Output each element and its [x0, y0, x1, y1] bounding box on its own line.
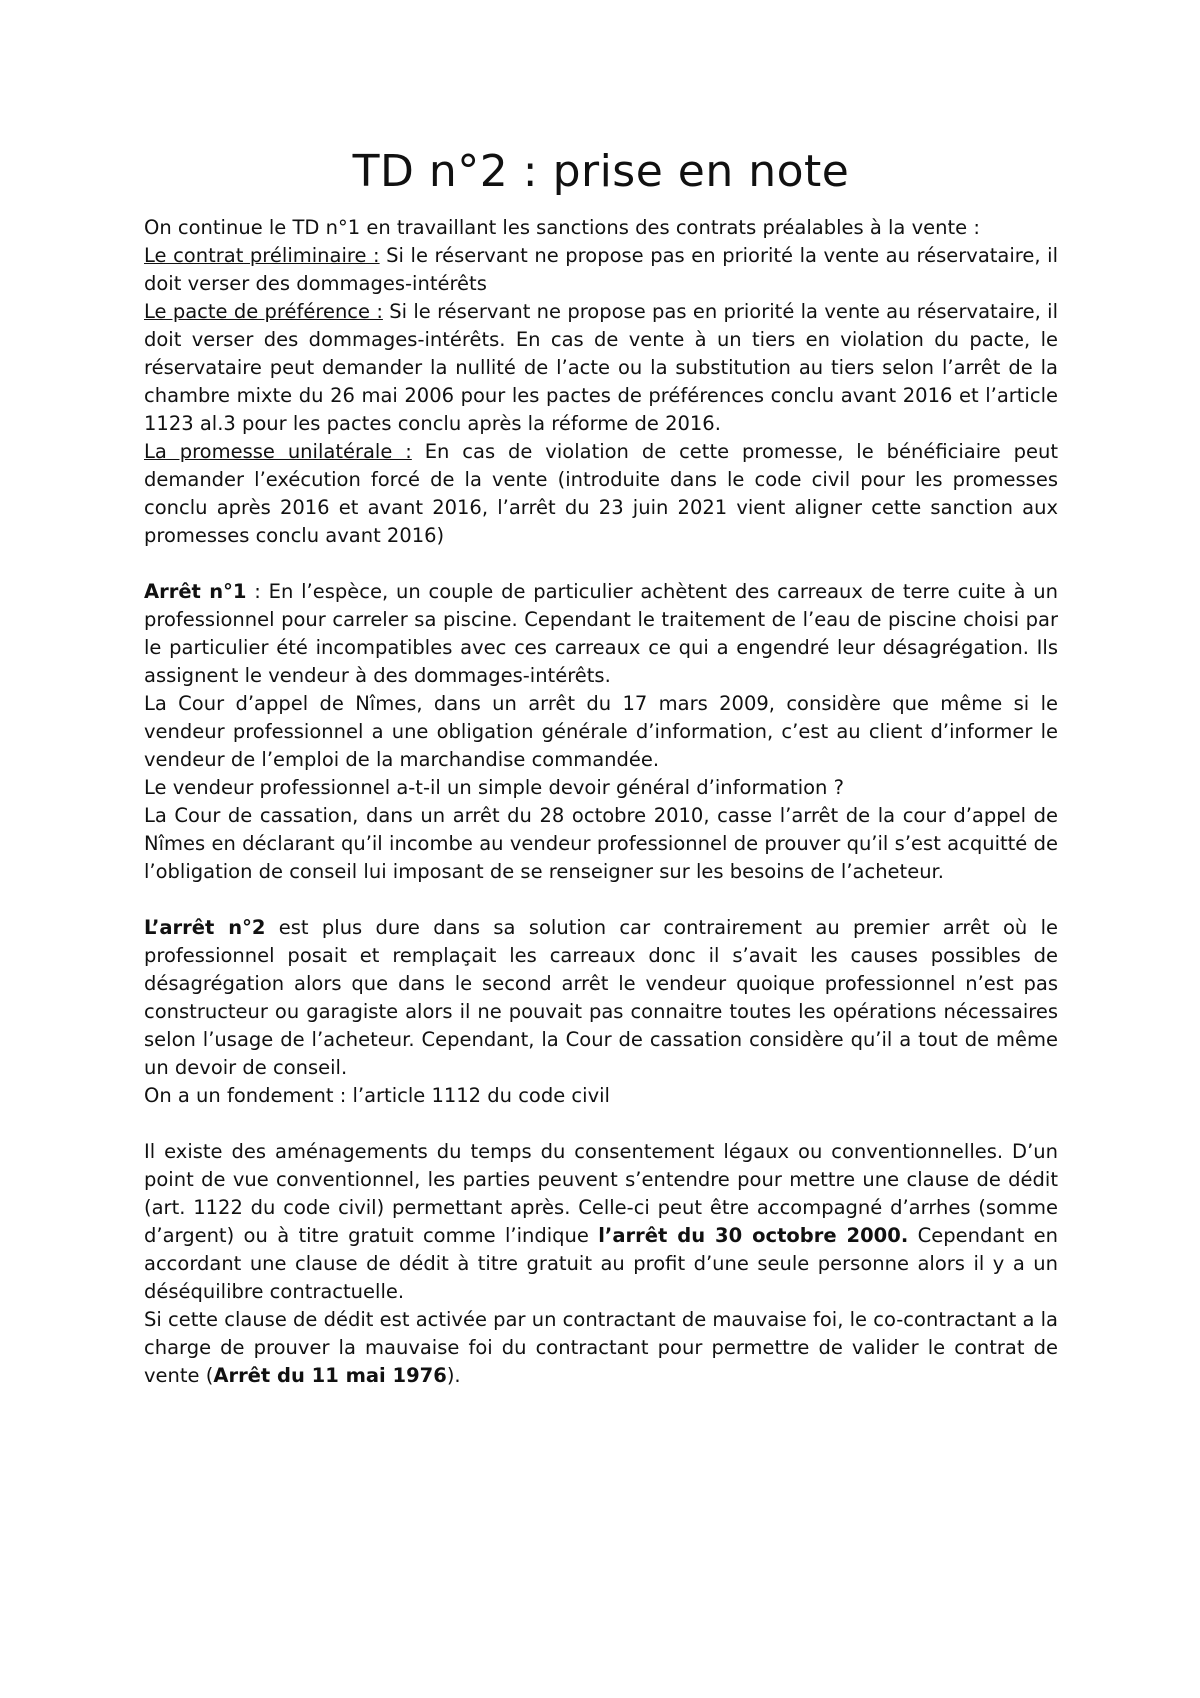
arret2-text: est plus dure dans sa solution car contrairement au premier arrêt où le professionnel posait et remplaçait les carreaux donc il s’avait les causes possibles de désagrégation alors que dans le second arrêt le vendeur quoique professionnel n’est pas constructeur ou garagiste alors il ne pouvait pas connaitre toutes les opérations nécessaires selon l’usage de l’acheteur. Cependant, la Cour de cassation considère qu’il a tout de même un devoir de conseil. [144, 916, 1058, 1079]
page-title: TD n°2 : prise en note [352, 146, 850, 197]
arret2-paragraph [144, 914, 1058, 1082]
amenagements-text-after: Cependant en accordant une clause de dédit à titre gratuit au profit d’une seule personne alors il y a un déséquilibre contractuelle. [144, 1224, 1058, 1303]
clause-dedit-text-before: Si cette clause de dédit est activée par un contractant de mauvaise foi, le co-contractant a la charge de prouver la mauvaise foi du contractant pour permettre de valider le contrat de vente ( [144, 1308, 1058, 1387]
arret1-question-paragraph: Le vendeur professionnel a-t-il un simple devoir général d’information ? [144, 776, 844, 799]
arret1-cour-appel-paragraph: La Cour d’appel de Nîmes, dans un arrêt du 17 mars 2009, considère que même si le vendeur professionnel a une obligation générale d’information, c’est au client d’informer le vendeur de l’emploi de la marchandise commandée. [144, 692, 1058, 771]
amenagements-paragraph [144, 1138, 1058, 1306]
pacte-label: Le pacte de préférence : [144, 300, 383, 323]
arret1-text: : En l’espèce, un couple de particulier achètent des carreaux de terre cuite à un professionnel pour carreler sa piscine. Cependant le traitement de l’eau de piscine choisi par le particulier été incompatibles avec ces carreaux ce qui a engendré leur désagrégation. Ils assignent le vendeur à des dommages-intérêts. [144, 580, 1058, 687]
pacte-paragraph [144, 298, 1058, 438]
arret2-fondement-paragraph: On a un fondement : l’article 1112 du code civil [144, 1084, 610, 1107]
document-page [144, 146, 1058, 1390]
arret1-label: Arrêt n°1 [144, 580, 247, 603]
pacte-text: Si le réservant ne propose pas en priorité la vente au réservataire, il doit verser des dommages-intérêts. En cas de vente à un tiers en violation du pacte, le réservataire peut demander la nullité de l’acte ou la substitution au tiers selon l’arrêt de la chambre mixte du 26 mai 2006 pour les pactes de préférences conclu avant 2016 et l’article 1123 al.3 pour les pactes conclu après la réforme de 2016. [144, 300, 1058, 435]
clause-dedit-text-after: ). [446, 1364, 461, 1387]
promesse-text: En cas de violation de cette promesse, le bénéficiaire peut demander l’exécution forcé de la vente (introduite dans le code civil pour les promesses conclu après 2016 et avant 2016, l’arrêt du 23 juin 2021 vient aligner cette sanction aux promesses conclu avant 2016) [144, 440, 1058, 547]
arret1-cassation-paragraph: La Cour de cassation, dans un arrêt du 28 octobre 2010, casse l’arrêt de la cour d’appel de Nîmes en déclarant qu’il incombe au vendeur professionnel de prouver qu’il s’est acquitté de l’obligation de conseil lui imposant de se renseigner sur les besoins de l’acheteur. [144, 804, 1058, 883]
promesse-label: La promesse unilatérale : [144, 440, 412, 463]
clause-dedit-arret-1976: Arrêt du 11 mai 1976 [213, 1364, 447, 1387]
intro-paragraph: On continue le TD n°1 en travaillant les sanctions des contrats préalables à la vente : [144, 216, 980, 239]
spacer [144, 550, 1058, 578]
clause-dedit-paragraph [144, 1306, 1058, 1390]
arret1-paragraph [144, 578, 1058, 690]
preliminaire-label: Le contrat préliminaire : [144, 244, 380, 267]
promesse-paragraph [144, 438, 1058, 550]
preliminaire-paragraph [144, 242, 1058, 298]
preliminaire-text: Si le réservant ne propose pas en priorité la vente au réservataire, il doit verser des dommages-intérêts [144, 244, 1058, 295]
spacer [144, 1110, 1058, 1138]
amenagements-text-before: Il existe des aménagements du temps du consentement légaux ou conventionnelles. D’un point de vue conventionnel, les parties peuvent s’entendre pour mettre une clause de dédit (art. 1122 du code civil) permettant après. Celle-ci peut être accompagné d’arrhes (somme d’argent) ou à titre gratuit comme l’indique [144, 1140, 1058, 1247]
amenagements-arret-2000: l’arrêt du 30 octobre 2000. [598, 1224, 909, 1247]
arret2-label: L’arrêt n°2 [144, 916, 266, 939]
spacer [144, 886, 1058, 914]
